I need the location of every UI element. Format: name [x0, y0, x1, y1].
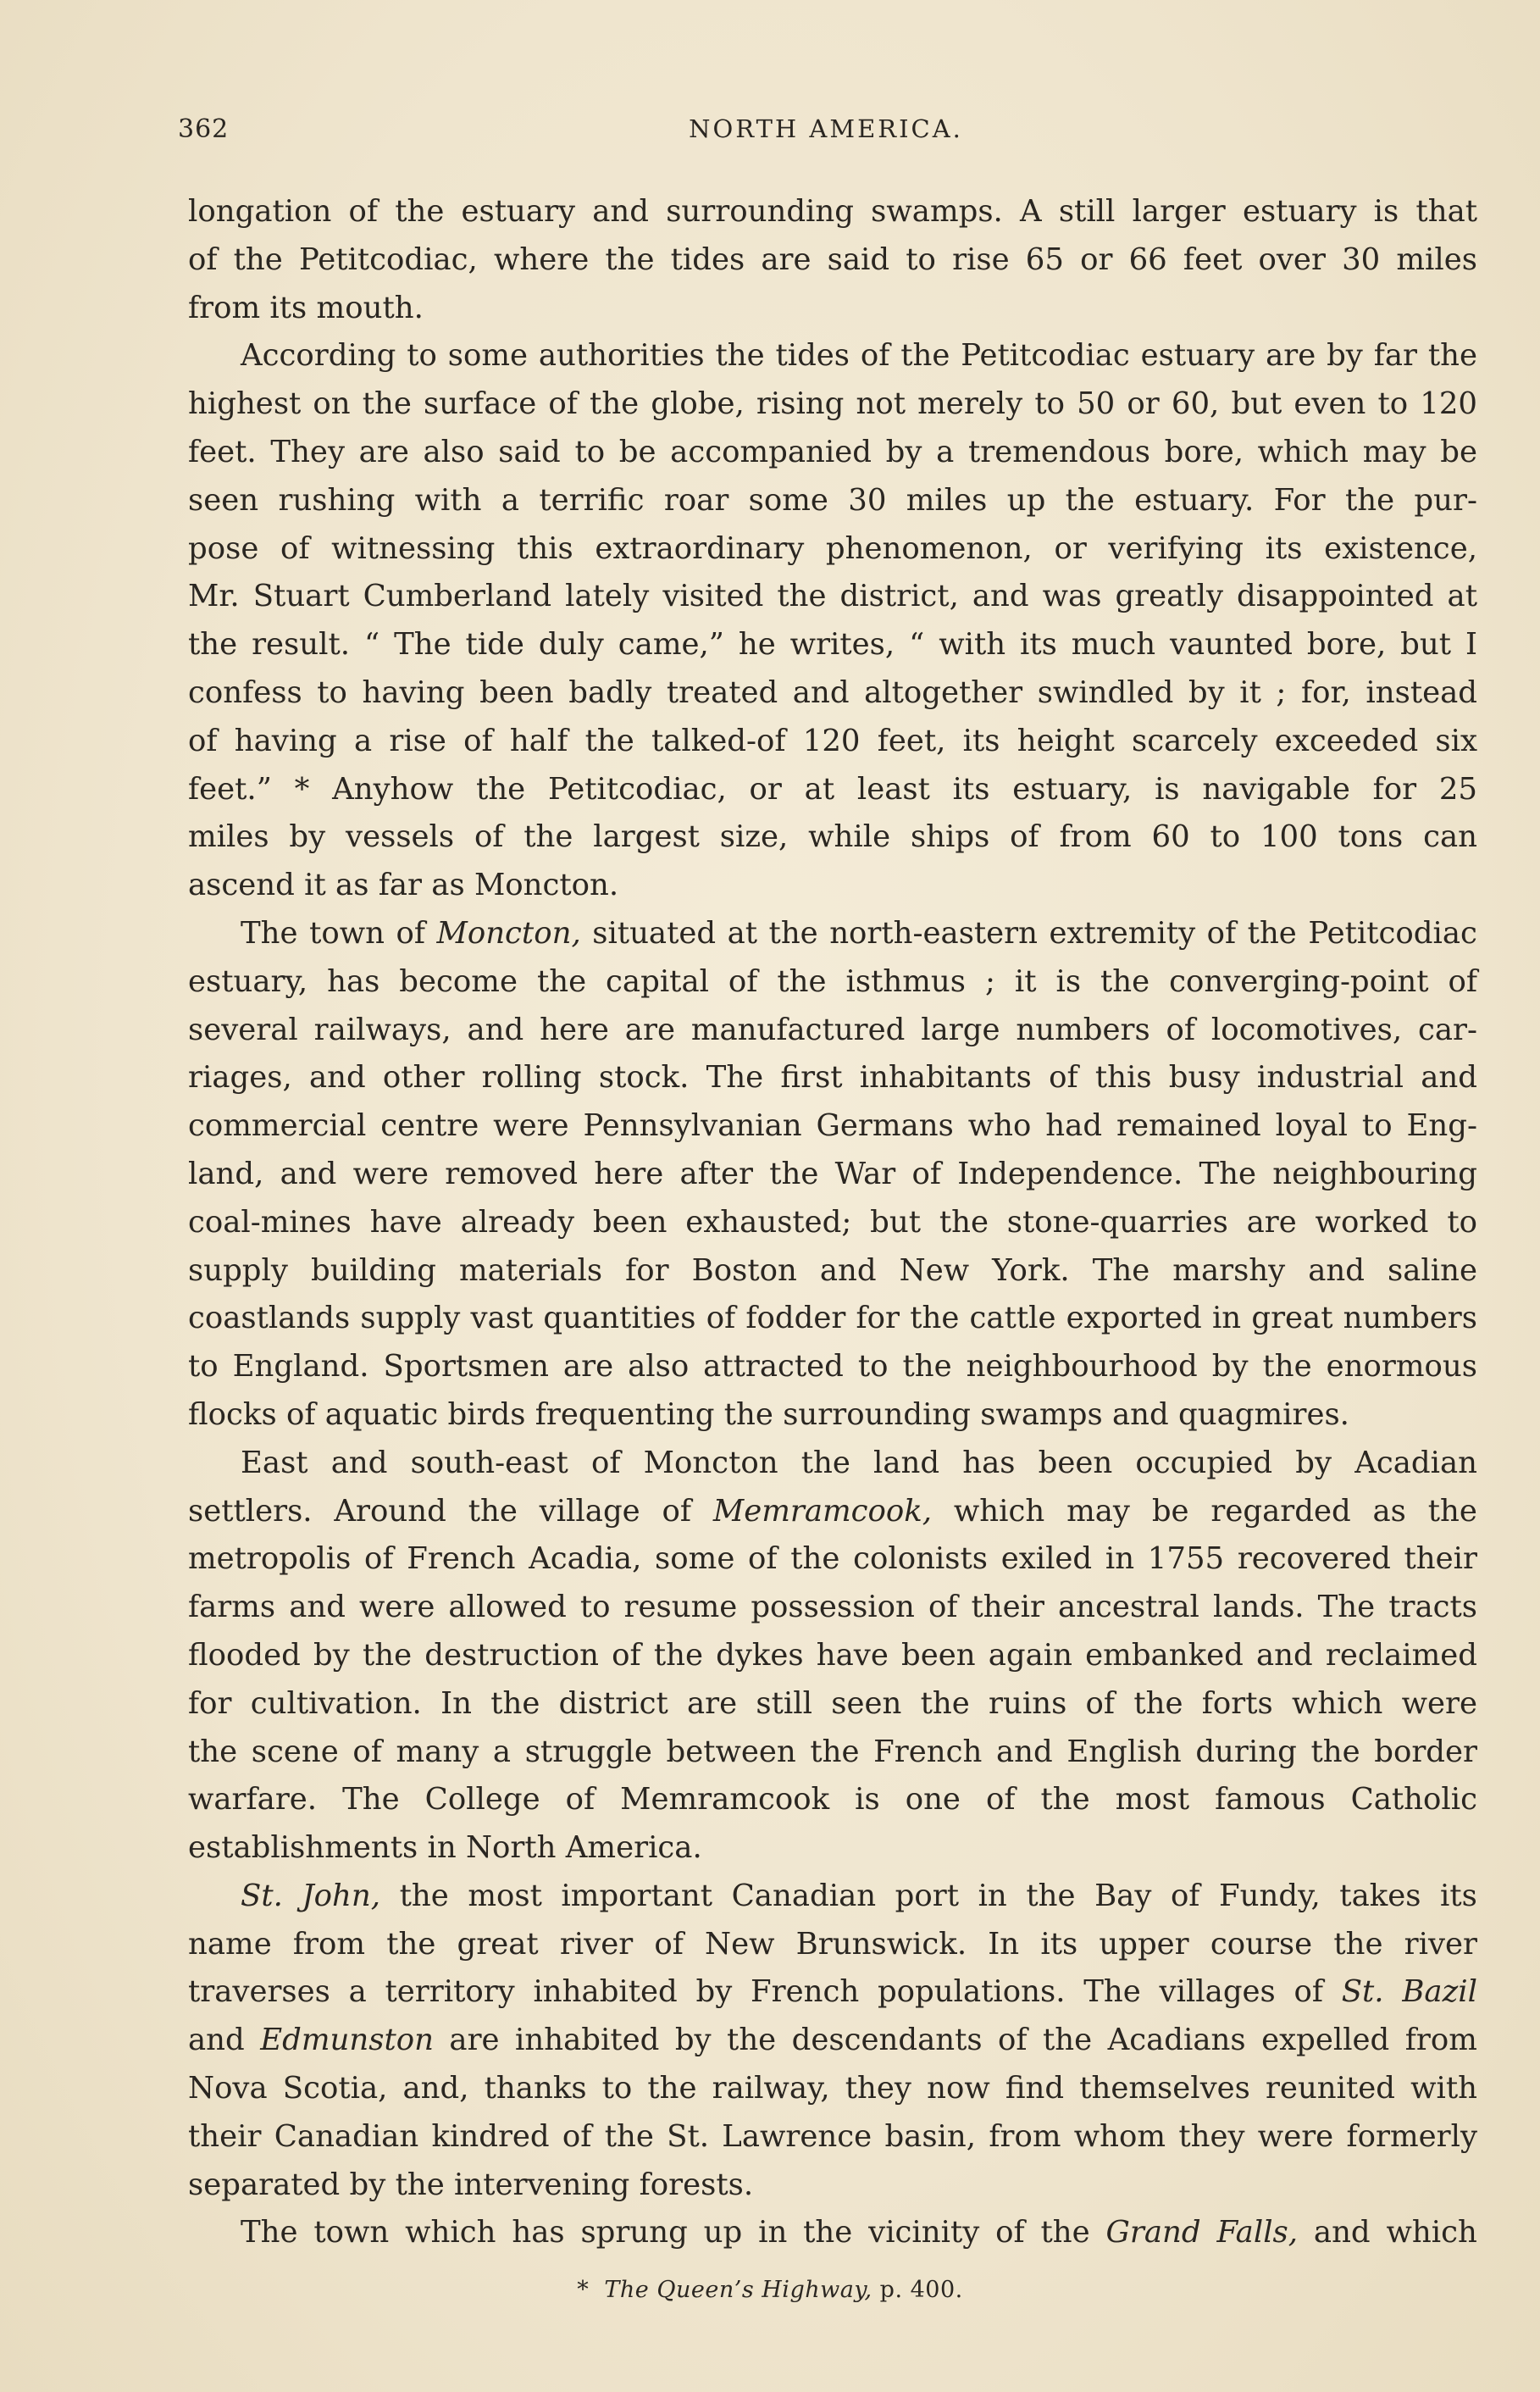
text-line: coastlands supply vast quantities of fodder for the cattle exported in great numbers — [188, 1301, 1477, 1336]
text-line: According to some authorities the tides of the Petitcodiac estuary are by far the — [241, 338, 1477, 374]
text-line: ascend it as far as Moncton. — [188, 868, 619, 903]
text-line: East and south-east of Moncton the land has been occupied by Acadian — [241, 1445, 1477, 1480]
text-line: the scene of many a struggle between the French and English during the border — [188, 1734, 1477, 1769]
footnote-marker: * — [577, 2277, 590, 2303]
text-line: separated by the intervening forests. — [188, 2167, 754, 2202]
page-number: 362 — [178, 114, 230, 144]
text-line: seen rushing with a terrific roar some 30 miles up the estuary. For the pur- — [188, 482, 1477, 518]
text-line: pose of witnessing this extraordinary phenomenon, or verifying its existence, — [188, 530, 1477, 566]
text-line: settlers. Around the village of Memramcook, which may be regarded as the — [188, 1493, 1477, 1529]
text-line: feet. They are also said to be accompanied by a tremendous bore, which may be — [188, 434, 1477, 469]
text-line: for cultivation. In the district are still seen the ruins of the forts which were — [188, 1685, 1477, 1721]
text-line: establishments in North America. — [188, 1830, 702, 1866]
text-line: traverses a territory inhabited by French populations. The villages of St. Bazil — [188, 1974, 1477, 2010]
text-line: name from the great river of New Brunswick. In its upper course the river — [188, 1926, 1477, 1962]
text-line: riages, and other rolling stock. The first inhabitants of this busy industrial and — [188, 1060, 1477, 1096]
text-line: estuary, has become the capital of the isthmus ; it is the converging-point of — [188, 963, 1477, 999]
text-line: coal-mines have already been exhausted; but the stone-quarries are worked to — [188, 1204, 1477, 1240]
text-line: Nova Scotia, and, thanks to the railway, they now find themselves reunited with — [188, 2071, 1477, 2106]
text-line: and Edmunston are inhabited by the descendants of the Acadians expelled from — [188, 2023, 1477, 2058]
text-line: confess to having been badly treated and altogether swindled by it ; for, instead — [188, 674, 1477, 710]
text-line: several railways, and here are manufactured large numbers of locomotives, car- — [188, 1012, 1477, 1047]
text-line: of the Petitcodiac, where the tides are said to rise 65 or 66 feet over 30 miles — [188, 241, 1477, 277]
text-line: the result. “ The tide duly came,” he writes, “ with its much vaunted bore, but I — [188, 627, 1477, 663]
text-line: metropolis of French Acadia, some of the colonists exiled in 1755 recovered their — [188, 1541, 1477, 1577]
text-line: supply building materials for Boston and New York. The marshy and saline — [188, 1252, 1477, 1288]
text-line: feet.” * Anyhow the Petitcodiac, or at least its estuary, is navigable for 25 — [188, 771, 1477, 807]
text-line: highest on the surface of the globe, rising not merely to 50 or 60, but even to 120 — [188, 386, 1477, 422]
text-line: of having a rise of half the talked-of 120 feet, its height scarcely exceeded six — [188, 723, 1477, 758]
footnote — [0, 2277, 1540, 2303]
text-line: their Canadian kindred of the St. Lawrence basin, from whom they were formerly — [188, 2118, 1477, 2154]
footnote-ref: p. 400. — [879, 2277, 963, 2303]
text-line: flooded by the destruction of the dykes have been again embanked and reclaimed — [188, 1637, 1477, 1673]
text-line: commercial centre were Pennsylvanian Germans who had remained loyal to Eng- — [188, 1108, 1477, 1144]
running-title: NORTH AMERICA. — [689, 114, 963, 143]
text-line: Mr. Stuart Cumberland lately visited the district, and was greatly disappointed at — [188, 579, 1477, 614]
text-line: miles by vessels of the largest size, while ships of from 60 to 100 tons can — [188, 819, 1477, 855]
text-line: longation of the estuary and surrounding swamps. A still larger estuary is that — [188, 194, 1477, 229]
page-header — [178, 114, 1474, 157]
body-text — [188, 188, 1477, 2257]
text-line: farms and were allowed to resume possession of their ancestral lands. The tracts — [188, 1590, 1477, 1625]
text-line: land, and were removed here after the War of Independence. The neighbouring — [188, 1156, 1477, 1191]
text-line: to England. Sportsmen are also attracted to the neighbourhood by the enormous — [188, 1349, 1477, 1385]
text-line: The town of Moncton, situated at the north-eastern extremity of the Petitcodiac — [241, 915, 1477, 951]
text-line: warfare. The College of Memramcook is one of the most famous Catholic — [188, 1782, 1477, 1818]
text-line: The town which has sprung up in the vicinity of the Grand Falls, and which — [241, 2215, 1477, 2250]
footnote-title: The Queen’s Highway, — [604, 2277, 872, 2303]
text-line: flocks of aquatic birds frequenting the surrounding swamps and quagmires. — [188, 1396, 1349, 1432]
text-line: from its mouth. — [188, 290, 424, 325]
text-line: St. John, the most important Canadian port in the Bay of Fundy, takes its — [241, 1878, 1477, 1913]
